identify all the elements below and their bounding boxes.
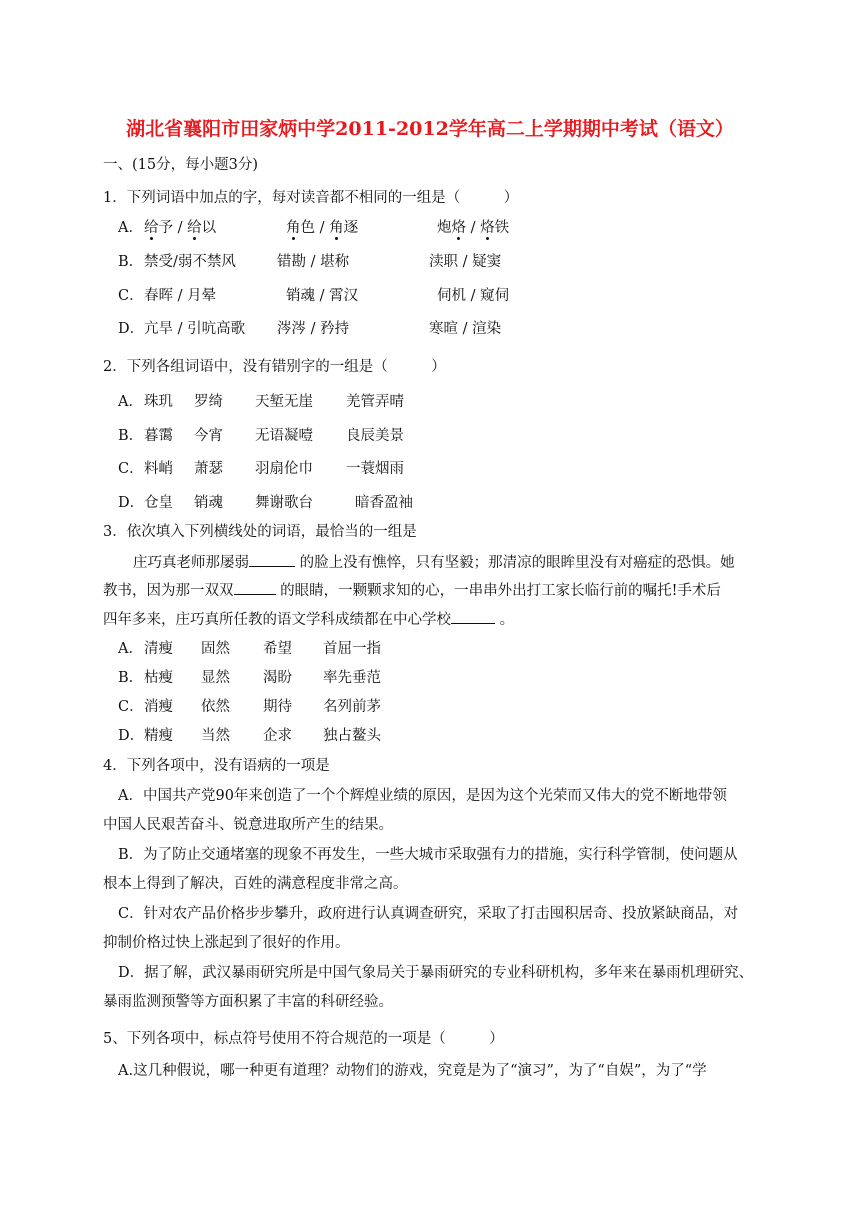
q3-option-c-word2: 依然 (201, 699, 230, 715)
q2-option-c-word4: 一蓑烟雨 (346, 461, 404, 477)
q2-option-c-word2: 萧瑟 (194, 461, 223, 477)
q3-option-c-word1: 消瘦 (144, 699, 173, 715)
q1-option-b-pair2: 错勘 / 堪称 (277, 254, 350, 270)
q1-option-a-pair2 (286, 218, 358, 238)
q3-option-a-letter: A． (118, 641, 143, 657)
q1-option-c-letter: C． (118, 288, 144, 304)
dotted-char: 角 (329, 220, 344, 236)
document-title: 湖北省襄阳市田家炳中学2011-2012学年高二上学期期中考试（语文） (126, 118, 734, 140)
q1-option-c-pair2: 销魂 / 霄汉 (286, 288, 359, 304)
q3-option-a-word2: 固然 (201, 641, 230, 657)
q2-option-b-word2: 今宵 (194, 428, 223, 444)
dotted-char: 烙 (480, 220, 495, 236)
q1-option-d-letter: D． (118, 321, 145, 337)
q1-option-a-pair3 (437, 218, 509, 238)
q2-option-d-letter: D． (118, 495, 145, 511)
fill-blank-1 (249, 552, 295, 567)
q3-passage-line1 (133, 552, 735, 573)
q2-option-b-letter: B． (118, 428, 144, 444)
q1-option-b-letter: B． (118, 254, 144, 270)
q4-option-a-line1: A．中国共产党90年来创造了一个个辉煌业绩的原因，是因为这个光荣而又伟大的党不断地带领 (118, 788, 727, 804)
q3-option-b-word3: 渴盼 (263, 670, 292, 686)
q2-option-a-letter: A． (118, 394, 143, 410)
dotted-char: 烙 (451, 220, 466, 236)
word-fragment: 予 / (158, 220, 188, 236)
q3-stem: 3．依次填入下列横线处的词语，最恰当的一组是 (103, 524, 417, 540)
q2-option-b-word3: 无语凝噎 (255, 428, 313, 444)
passage-text: 。 (495, 612, 515, 628)
q1-option-a-letter: A． (118, 220, 143, 236)
fill-blank-2 (234, 580, 276, 595)
q3-option-b-word1: 枯瘦 (144, 670, 173, 686)
q5-option-a-line1: A.这几种假说，哪一种更有道理？动物们的游戏，究竟是为了“演习”，为了“自娱”，为了“学 (118, 1063, 707, 1079)
q4-option-d-line1: D．据了解，武汉暴雨研究所是中国气象局关于暴雨研究的专业科研机构，多年来在暴雨机理研究、 (118, 965, 754, 981)
q3-option-d-word4: 独占鳌头 (323, 728, 381, 744)
q1-option-d-pair2: 涔涔 / 矜持 (277, 321, 350, 337)
q2-option-c-word1: 料峭 (144, 461, 173, 477)
q4-option-b-line1: B．为了防止交通堵塞的现象不再发生，一些大城市采取强有力的措施，实行科学管制，使问题从 (118, 847, 738, 863)
q3-option-a-word1: 清瘦 (144, 641, 173, 657)
q2-option-b-word4: 良辰美景 (346, 428, 404, 444)
q2-option-d-word4: 暗香盈袖 (355, 495, 413, 511)
word-fragment: 炮 (437, 220, 452, 236)
q2-option-a-word4: 羌管弄晴 (346, 394, 404, 410)
q2-option-d-word1: 仓皇 (144, 495, 173, 511)
q1-option-d-pair1: 亢旱 / 引吭高歌 (144, 321, 246, 337)
q3-option-a-word4: 首屈一指 (323, 641, 381, 657)
q3-option-c-letter: C． (118, 699, 144, 715)
q3-option-b-word4: 率先垂范 (323, 670, 381, 686)
q2-option-d-word2: 销魂 (194, 495, 223, 511)
dotted-char: 角 (286, 220, 301, 236)
passage-text: 庄巧真老师那屡弱 (133, 555, 249, 571)
q3-option-b-word2: 显然 (201, 670, 230, 686)
q3-option-c-word3: 期待 (263, 699, 292, 715)
q1-option-b-pair3: 渎职 / 疑窦 (429, 254, 502, 270)
q2-option-c-word3: 羽扇伦巾 (255, 461, 313, 477)
q3-option-d-letter: D． (118, 728, 145, 744)
passage-text: 教书，因为那一双双 (103, 583, 234, 599)
q3-option-d-word3: 企求 (263, 728, 292, 744)
q2-option-c-letter: C． (118, 461, 144, 477)
q3-option-a-word3: 希望 (263, 641, 292, 657)
q5-stem: 5、下列各项中，标点符号使用不符合规范的一项是（ ） (103, 1031, 504, 1047)
q3-passage-line2 (103, 580, 721, 601)
q2-option-a-word2: 罗绮 (194, 394, 223, 410)
word-fragment: / (466, 220, 481, 236)
word-fragment: 色 / (300, 220, 330, 236)
q2-option-d-word3: 舞谢歌台 (255, 495, 313, 511)
q4-option-c-line1: C．针对农产品价格步步攀升，政府进行认真调查研究，采取了打击囤积居奇、投放紧缺商品，对 (118, 906, 739, 922)
q4-option-c-line2: 抑制价格过快上涨起到了很好的作用。 (103, 935, 350, 951)
dotted-char: 给 (187, 220, 202, 236)
dotted-char: 给 (144, 220, 159, 236)
fill-blank-3 (451, 609, 495, 624)
q4-option-d-line2: 暴雨监测预警等方面积累了丰富的科研经验。 (103, 994, 393, 1010)
q3-option-d-word2: 当然 (201, 728, 230, 744)
q3-option-b-letter: B． (118, 670, 144, 686)
q2-stem: 2．下列各组词语中，没有错别字的一组是（ ） (103, 359, 446, 375)
q2-option-a-word1: 珠玑 (144, 394, 173, 410)
q3-option-d-word1: 精瘦 (144, 728, 173, 744)
passage-text: 的脸上没有憔悴，只有坚毅；那清凉的眼眸里没有对癌症的恐惧。她 (295, 555, 735, 571)
passage-text: 的眼睛，一颗颗求知的心，一串串外出打工家长临行前的嘱托!手术后 (275, 583, 721, 599)
q2-option-a-word3: 天堑无崖 (255, 394, 313, 410)
q3-passage-line3 (103, 609, 514, 630)
word-fragment: 逐 (343, 220, 359, 236)
passage-text: 四年多来，庄巧真所任教的语文学科成绩都在中心学校 (103, 612, 451, 628)
word-fragment: 铁 (494, 220, 510, 236)
q1-stem: 1．下列词语中加点的字，每对读音都不相同的一组是（ ） (103, 190, 519, 206)
q1-option-c-pair3: 伺机 / 窥伺 (437, 288, 510, 304)
q3-option-c-word4: 名列前茅 (323, 699, 381, 715)
q1-option-c-pair1: 春晖 / 月晕 (144, 288, 217, 304)
q4-option-b-line2: 根本上得到了解决，百姓的满意程度非常之高。 (103, 876, 408, 892)
q4-option-a-line2: 中国人民艰苦奋斗、锐意进取所产生的结果。 (103, 817, 393, 833)
q2-option-b-word1: 暮霭 (144, 428, 173, 444)
section-heading: 一、(15分，每小题3分) (103, 157, 258, 173)
q1-option-b-pair1: 禁受/弱不禁风 (144, 254, 236, 270)
q4-stem: 4．下列各项中，没有语病的一项是 (103, 758, 330, 774)
q1-option-d-pair3: 寒暄 / 渲染 (429, 321, 502, 337)
q1-option-a-pair1 (144, 218, 216, 238)
word-fragment: 以 (201, 220, 217, 236)
